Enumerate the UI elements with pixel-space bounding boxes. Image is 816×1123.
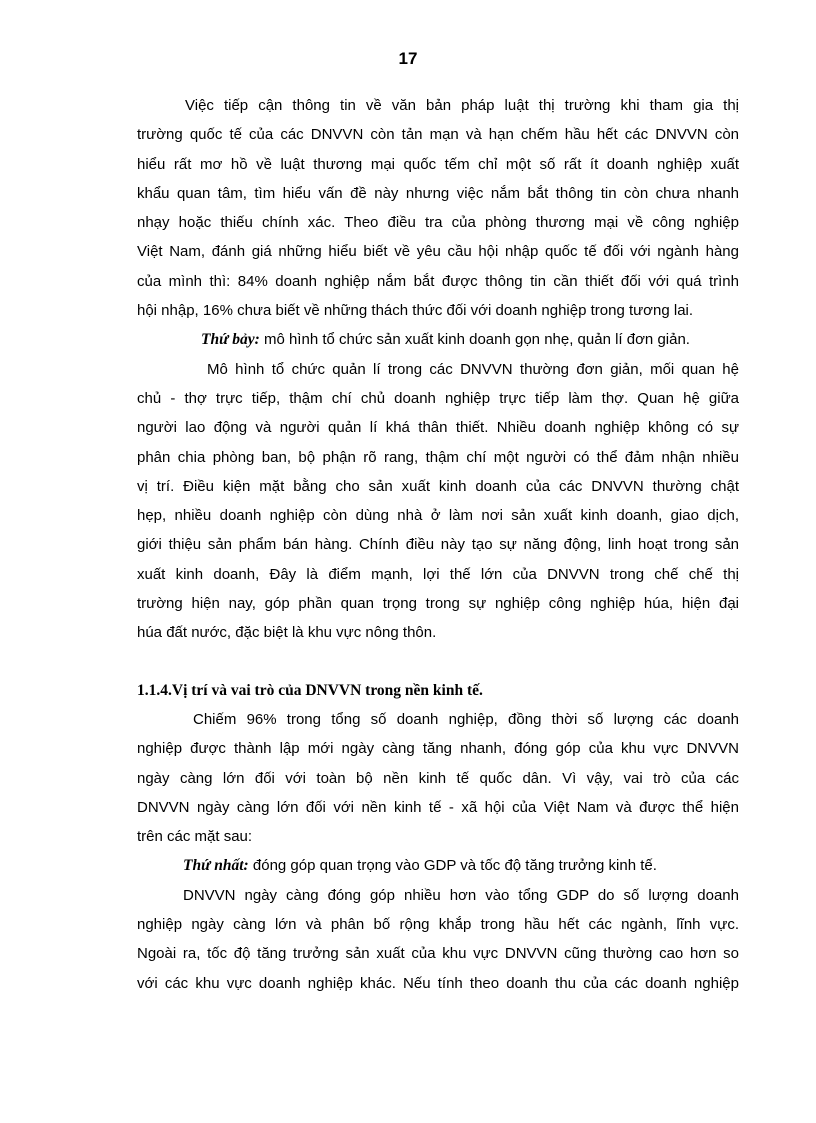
- point-lead-label: Thứ bảy:: [201, 331, 260, 349]
- text-line: hiểu rất mơ hồ về luật thương mại quốc tếm chỉ một số rất ít doanh nghiệp xuất: [137, 155, 739, 173]
- point-lead-label: Thứ nhất:: [183, 857, 249, 875]
- text-line: giới thiệu sản phẩm bán hàng. Chính điều này tạo sự năng động, linh hoạt trong sản: [137, 536, 739, 554]
- text-line: Việc tiếp cận thông tin về văn bản pháp luật thị trường khi tham gia thị: [185, 97, 739, 114]
- paragraph-market-information: [137, 91, 739, 325]
- point-text: mô hình tổ chức sản xuất kinh doanh gọn nhẹ, quản lí đơn giản.: [259, 331, 690, 349]
- text-line: của mình thì: 84% doanh nghiệp nắm bắt được thông tin cần thiết đối với quá trình: [137, 272, 739, 290]
- paragraph-position-role: [137, 705, 739, 851]
- text-line: với các khu vực doanh nghiệp khác. Nếu tính theo doanh thu của các doanh nghiệp: [137, 974, 739, 992]
- text-line: trường hiện nay, góp phần quan trọng trong sự nghiệp công nghiệp húa, hiện đại: [137, 595, 739, 613]
- text-line: hội nhập, 16% chưa biết về những thách thức đối với doanh nghiệp trong tương lai.: [137, 302, 694, 320]
- section-spacer: [137, 648, 739, 676]
- point-text: đóng góp quan trọng vào GDP và tốc độ tăng trưởng kinh tế.: [248, 857, 657, 875]
- point-first: [137, 851, 739, 880]
- text-line: Mô hình tổ chức quản lí trong các DNVVN thường đơn giản, mối quan hệ: [207, 360, 739, 378]
- text-line: phân chia phòng ban, bộ phận rõ rang, thậm chí một người có thể đảm nhận nhiều: [137, 448, 739, 466]
- section-heading: 1.1.4.Vị trí và vai trò của DNVVN trong nền kinh tế.: [137, 681, 483, 699]
- document-body: [137, 91, 739, 998]
- text-line: xuất kinh doanh, Đây là điểm mạnh, lợi thế lớn của DNVVN trong chế chế thị: [137, 565, 739, 583]
- text-line: trường quốc tế của các DNVVN còn tản mạn và hạn chếm hầu hết các DNVVN còn: [137, 126, 739, 144]
- text-line: khẩu quan tâm, tìm hiểu vấn đề này nhưng việc nắm bắt thông tin còn chưa nhanh: [137, 184, 739, 202]
- text-line: Việt Nam, đánh giá những hiểu biết về yêu cầu hội nhập quốc tế đối với ngành hàng: [137, 243, 739, 261]
- text-line: Chiếm 96% trong tổng số doanh nghiệp, đồng thời số lượng các doanh: [193, 710, 739, 728]
- text-line: DNVVN ngày càng đóng góp nhiều hơn vào tổng GDP do số lượng doanh: [183, 886, 739, 904]
- text-line: DNVVN ngày càng lớn đối với nền kinh tế - xã hội của Việt Nam và được thể hiện: [137, 798, 739, 816]
- paragraph-management-model: [137, 355, 739, 648]
- text-line: hẹp, nhiều doanh nghiệp còn dùng nhà ở làm nơi sản xuất kinh doanh, giao dịch,: [137, 507, 739, 525]
- text-line: nghiệp ngày càng lớn và phân bố rộng khắp trong hầu hết các ngành, lĩnh vực.: [137, 916, 739, 934]
- text-line: ngày càng lớn đối với toàn bộ nền kinh tế quốc dân. Vì vậy, vai trò của các: [137, 769, 739, 787]
- page-number: 17: [398, 49, 418, 68]
- text-line: trên các mặt sau:: [137, 828, 253, 846]
- text-line: người lao động và người quản lí khá thân thiết. Nhiều doanh nghiệp không có sự: [137, 419, 739, 437]
- text-line: vị trí. Điều kiện mặt bằng cho sản xuất kinh doanh của các DNVVN thường chật: [137, 477, 739, 495]
- point-seventh: [137, 325, 739, 354]
- paragraph-gdp-contribution: [137, 881, 739, 998]
- text-line: húa đất nước, đặc biệt là khu vực nông thôn.: [137, 624, 437, 642]
- text-line: Ngoài ra, tốc độ tăng trưởng sản xuất của khu vực DNVVN cũng thường cao hơn so: [137, 945, 739, 963]
- text-line: nhạy hoặc thiếu chính xác. Theo điều tra của phòng thương mại về công nghiệp: [137, 214, 739, 232]
- text-line: nghiệp được thành lập mới ngày càng tăng nhanh, đóng góp của khu vực DNVVN: [137, 740, 739, 758]
- text-line: chủ - thợ trực tiếp, thậm chí chủ doanh nghiệp trực tiếp làm thợ. Quan hệ giữa: [137, 389, 739, 407]
